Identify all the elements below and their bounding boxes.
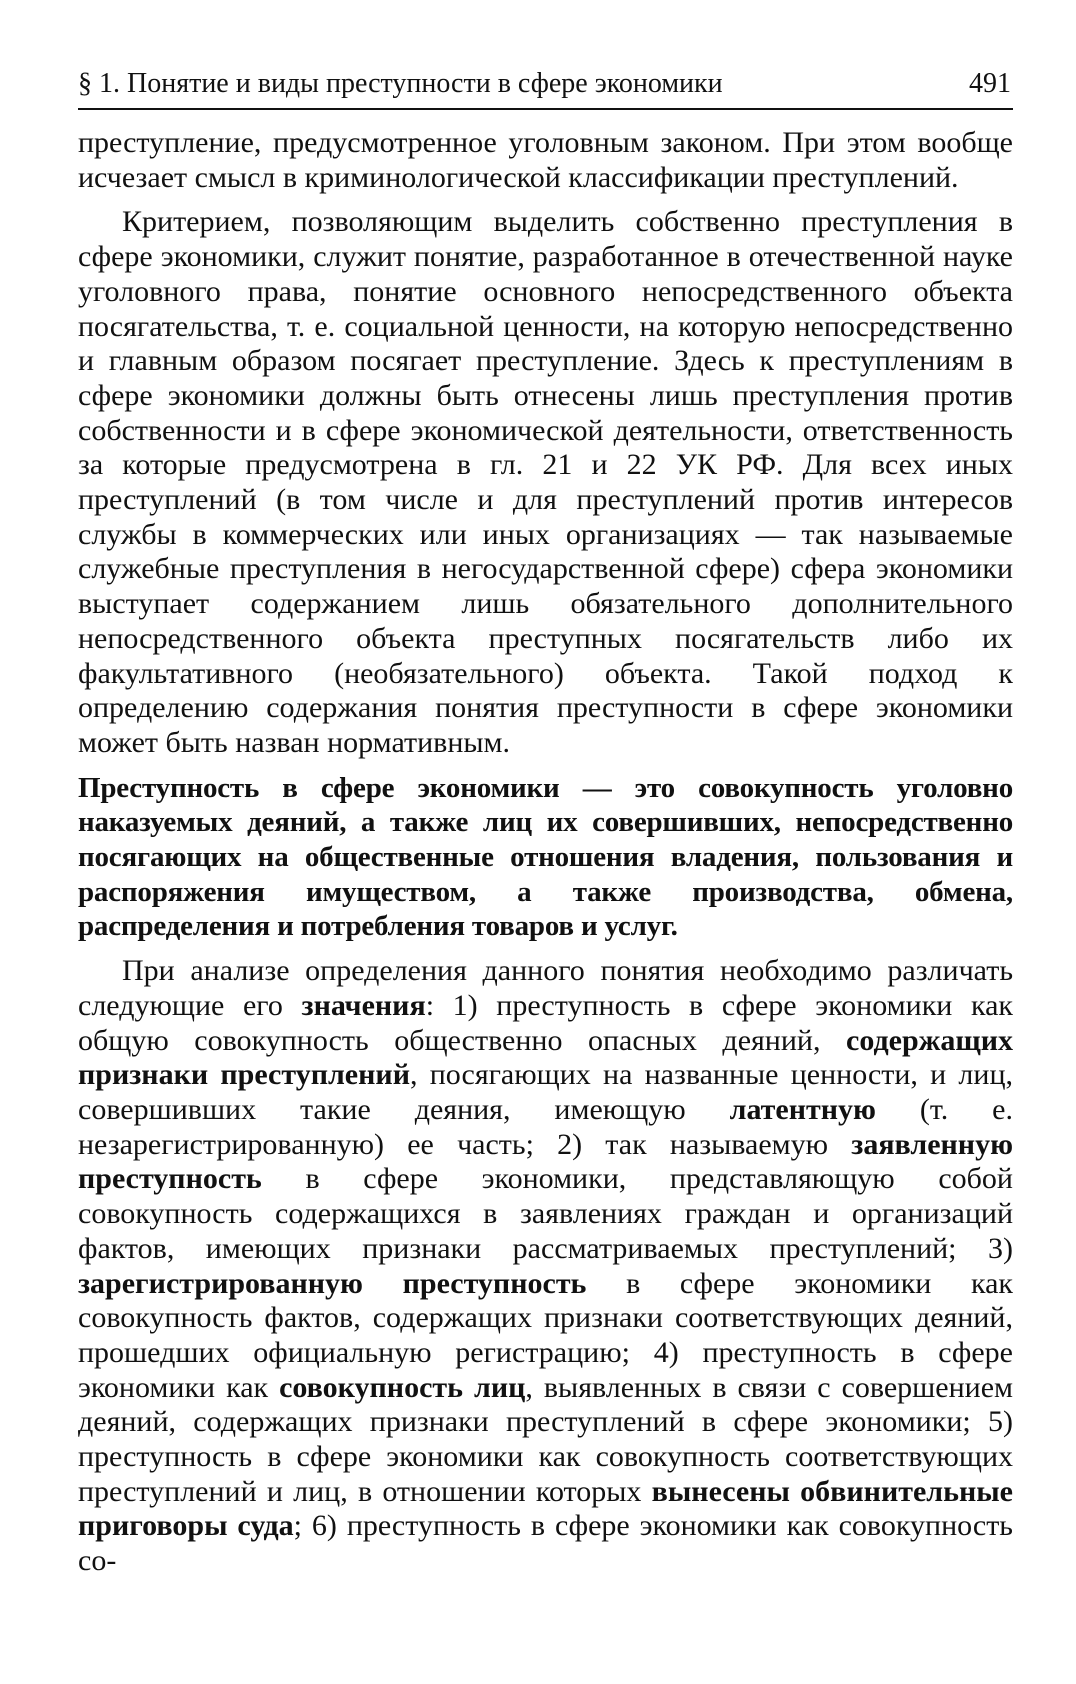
running-header	[78, 62, 1013, 110]
text-run: : 1) преступность в сфере экономики как общую совокупность общественно опасных деяний,	[78, 988, 1013, 1057]
bold-term: вынесены обвинительные приговоры суда	[78, 1474, 1013, 1543]
text-run: , выявленных в связи с совершением деяний, содержащих признаки преступлений в сфере экономики; 5) преступность в сфере экономики как совокупность соответствующих преступлений и лиц, в отношении которых	[78, 1370, 1014, 1508]
chapter-section-title: § 1. Понятие и виды преступности в сфере экономики	[78, 68, 723, 99]
bold-term: зарегистрированную преступность	[78, 1266, 587, 1300]
text-run: в сфере экономики как совокупность фактов, содержащих признаки соответствующих деяний, прошедших официальную регистрацию; 4) преступность в сфере экономики как	[78, 1266, 1013, 1404]
text-run: , посягающих на названные ценности, и лиц, совершивших такие деяния, имеющую	[78, 1058, 1013, 1126]
bold-term: латентную	[729, 1092, 876, 1126]
page-body	[78, 126, 1013, 1579]
bold-term: содержащих признаки преступлений	[78, 1023, 1013, 1092]
paragraph-continued: преступление, предусмотренное уголовным законом. При этом вообще исчезает смысл в криминологической классификации преступлений.	[78, 126, 1013, 194]
text-run: (т. е. незарегистрированную) ее часть; 2) так называемую	[78, 1092, 1013, 1161]
paragraph-definition: Преступность в сфере экономики — это совокупность уголовно наказуемых деяний, а также лиц их совершивших, непосредственно посягающих на общественные отношения владения, пользования и распоряжения имуществом, а также производства, обмена, распределения и потребления товаров и услуг.	[78, 771, 1013, 943]
text-run: ; 6) преступность в сфере экономики как совокупность со-	[78, 1509, 1013, 1578]
bold-term: значения	[301, 988, 426, 1022]
text-run: При анализе определения данного понятия необходимо различать следующие его	[78, 954, 1013, 1022]
bold-term: совокупность лиц	[279, 1370, 526, 1404]
paragraph-meanings	[78, 954, 1013, 1579]
text-run: в сфере экономики, представляющую собой совокупность содержащихся в заявлениях граждан и организаций фактов, имеющих признаки рассматриваемых преступлений; 3)	[78, 1162, 1013, 1265]
paragraph-criterion: Критерием, позволяющим выделить собственно преступления в сфере экономики, служит понятие, разработанное в отечественной науке уголовного права, понятие основного непосредственного объекта посягательства, т. е. социальной ценности, на которую непосредственно и главным образом посягает преступление. Здесь к преступлениям в сфере экономики должны быть отнесены лишь преступления против собственности и в сфере экономической деятельности, ответственность за которые предусмотрена в гл. 21 и 22 УК РФ. Для всех иных преступлений (в том числе и для преступлений против интересов службы в коммерческих или иных организациях — так называемые служебные преступления в негосударственной сфере) сфера экономики выступает содержанием лишь обязательного дополнительного непосредственного объекта преступных посягательств либо их факультативного (необязательного) объекта. Такой подход к определению содержания понятия преступности в сфере экономики может быть назван нормативным.	[78, 205, 1013, 759]
page-number: 491	[969, 68, 1011, 99]
bold-term: заявленную преступность	[78, 1127, 1013, 1196]
